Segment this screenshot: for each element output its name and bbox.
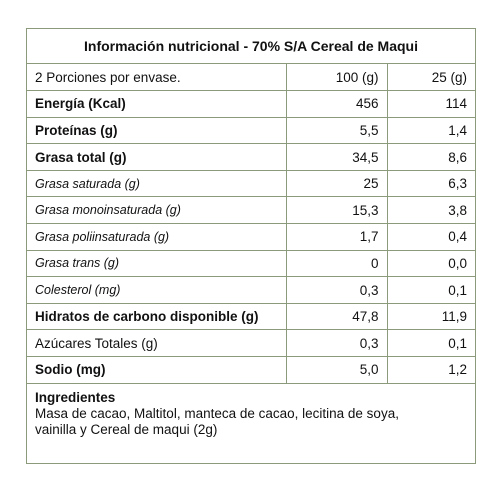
row-azucares [27, 330, 475, 357]
nutrient-label: Grasa trans (g) [27, 250, 286, 277]
value-25g: 3,8 [387, 197, 475, 224]
value-100g: 15,3 [286, 197, 387, 224]
row-grasa-total [27, 144, 475, 171]
ingredients-section [27, 384, 475, 444]
row-grasa-trans [27, 250, 475, 277]
value-100g: 47,8 [286, 303, 387, 330]
row-hidratos [27, 303, 475, 330]
value-25g: 0,1 [387, 330, 475, 357]
nutrient-label: Sodio (mg) [27, 357, 286, 384]
value-100g: 5,0 [286, 357, 387, 384]
servings-label: 2 Porciones por envase. [27, 64, 286, 91]
column-header-25g: 25 (g) [387, 64, 475, 91]
nutrition-table [26, 28, 476, 464]
nutrient-label: Grasa saturada (g) [27, 170, 286, 197]
row-proteinas [27, 117, 475, 144]
value-100g: 1,7 [286, 224, 387, 251]
ingredients-heading: Ingredientes [35, 389, 116, 405]
value-25g: 0,4 [387, 224, 475, 251]
row-colesterol [27, 277, 475, 304]
value-25g: 6,3 [387, 170, 475, 197]
ingredients-text-line-1: Masa de cacao, Maltitol, manteca de cacao, lecitina de soya, [35, 405, 399, 421]
nutrient-grid [27, 64, 475, 384]
value-100g: 5,5 [286, 117, 387, 144]
nutrient-label: Colesterol (mg) [27, 277, 286, 304]
nutrient-label: Energía (Kcal) [27, 91, 286, 118]
nutrient-label: Grasa monoinsaturada (g) [27, 197, 286, 224]
value-25g: 0,0 [387, 250, 475, 277]
value-100g: 0,3 [286, 277, 387, 304]
value-100g: 25 [286, 170, 387, 197]
value-100g: 0 [286, 250, 387, 277]
row-grasa-poliinsaturada [27, 224, 475, 251]
nutrient-label: Azúcares Totales (g) [27, 330, 286, 357]
nutrient-label: Proteínas (g) [27, 117, 286, 144]
header-row [27, 64, 475, 91]
nutrient-label: Grasa poliinsaturada (g) [27, 224, 286, 251]
value-25g: 0,1 [387, 277, 475, 304]
column-header-100g: 100 (g) [286, 64, 387, 91]
value-100g: 34,5 [286, 144, 387, 171]
nutrient-label: Hidratos de carbono disponible (g) [27, 303, 286, 330]
row-sodio [27, 357, 475, 384]
value-25g: 11,9 [387, 303, 475, 330]
ingredients-text-line-2: vainilla y Cereal de maqui (2g) [35, 421, 218, 437]
row-grasa-saturada [27, 170, 475, 197]
value-25g: 1,2 [387, 357, 475, 384]
table-title: Información nutricional - 70% S/A Cereal de Maqui [27, 29, 475, 64]
value-100g: 0,3 [286, 330, 387, 357]
value-25g: 8,6 [387, 144, 475, 171]
row-grasa-monoinsaturada [27, 197, 475, 224]
value-100g: 456 [286, 91, 387, 118]
value-25g: 114 [387, 91, 475, 118]
value-25g: 1,4 [387, 117, 475, 144]
row-energia [27, 91, 475, 118]
nutrient-label: Grasa total (g) [27, 144, 286, 171]
